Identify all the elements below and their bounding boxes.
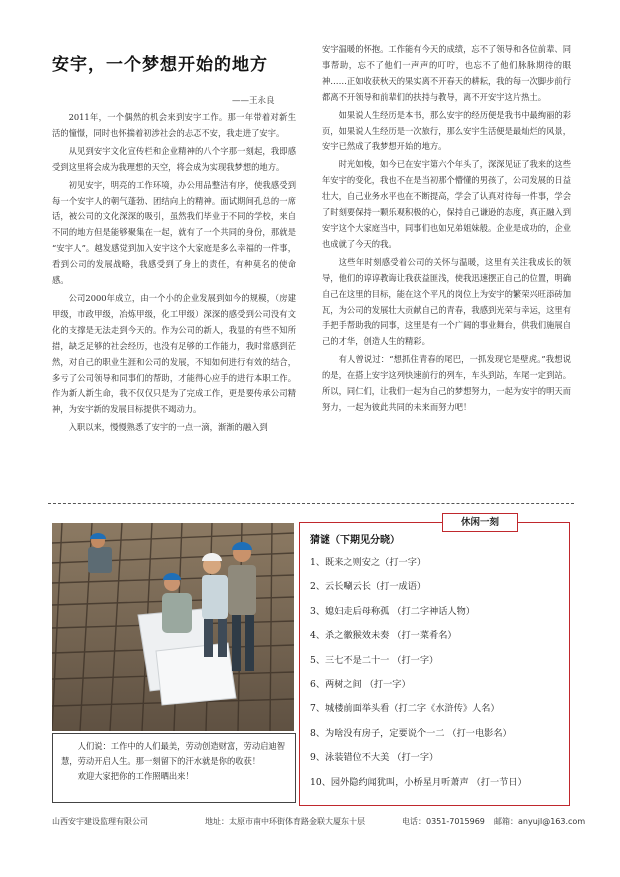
footer-company: 山西安宇建设监理有限公司 bbox=[52, 817, 148, 826]
riddle-item: 1、既来之则安之（打一字） bbox=[310, 557, 427, 568]
paragraph: 2011年，一个偶然的机会来到安宇工作。那一年带着对新生活的憧憬，同时也怀揣着初涉社会的忐忑不安，我走进了安宇。 bbox=[52, 112, 296, 138]
paragraph: 如果说人生经历是本书，那么安宇的经历便是我书中最绚丽的彩页，如果说人生经历是一次旅行，那么安宇生活便是最灿烂的风景，安宇已然成了我梦想开始的地方。 bbox=[322, 109, 571, 152]
footer-email: 邮箱：anyujl@163.com bbox=[494, 817, 586, 826]
article-author: ——王永良 bbox=[232, 96, 275, 106]
riddle-heading: 猜谜（下期见分晓） bbox=[310, 535, 400, 546]
photo-caption-box bbox=[52, 733, 296, 803]
riddle-item: 2、云长唰云长（打一成语） bbox=[310, 581, 427, 593]
riddle-item: 4、杀之徽猴效未奏 （打一菜肴名） bbox=[310, 630, 457, 642]
construction-photo-image bbox=[52, 523, 294, 731]
riddle-list bbox=[310, 551, 568, 795]
paragraph: 安宇温暖的怀抱。工作能有今天的成绩，忘不了领导和各位前辈、同事帮助，忘不了他们一声声的叮咛，也忘不了他们脉脉期待的眼神……正如收获秋天的果实离不开春天的耕耘，我的每一次脚步前行都离不开领导和前辈们的扶持与教导，离不开安宇这片热土。 bbox=[322, 44, 571, 102]
riddle-item: 10、园外隐约闻犹叫，小桥星月听萧声 （打一节日） bbox=[310, 776, 527, 788]
paragraph: 公司2000年成立，由一个小的企业发展到如今的规模，（房建甲级，市政甲级，冶炼甲级，化工甲级）深深的感受到公司没有文化的支撑是无法走到今天的。作为公司的新人，我显的有些不知所措，缺乏足够的社会经历，也没有足够的工作能力，我时常感到茫然，对自己的职业生涯和公司的发展，不知如何进行有效的结合，多亏了公司领导和同事们的帮助，才能得心应手的进行本职工作。作为新人新生命，我不仅仅只是为了完成工作，更是要传承公司精神，为安宇新的发展目标提供不竭动力。 bbox=[52, 292, 296, 415]
section-divider bbox=[48, 503, 574, 504]
riddle-item: 5、三七不是二十一 （打一字） bbox=[310, 654, 439, 666]
footer-phone: 电话：0351-7015969 bbox=[402, 817, 485, 826]
paragraph: 从见到安宇文化宣传栏和企业精神的八个字那一刻起，我即感受到这里将会成为我理想的天空，将会成为实现我梦想的地方。 bbox=[52, 145, 296, 172]
paragraph: 有人曾说过：“想抓住青春的尾巴，一抓发现它是壁虎。”我想说的是，在搭上安宇这列快速前行的列车，车头到站，车尾一定到站。所以，同仁们，让我们一起为自己的梦想努力，一起为安宇的明天而努力，一起为彼此共同的未来而努力吧！ bbox=[322, 354, 571, 412]
paragraph: 入职以来，慢慢熟悉了安宇的一点一滴，渐渐的融入到 bbox=[68, 422, 268, 433]
leisure-tab: 休闲一刻 bbox=[442, 513, 518, 532]
riddle-item: 9、泳装错位不大美 （打一字） bbox=[310, 752, 439, 764]
article-left-column bbox=[52, 110, 296, 438]
footer-address: 地址：太原市南中环街体育路金联大厦东十层 bbox=[205, 817, 365, 826]
paragraph: 时光如梭，如今已在安宇第六个年头了，深深见证了我来的这些年安宇的变化，我也不在是当初那个懵懂的男孩了，公司发展的日益壮大，自己业务水平也在不断提高，学会了认真对待每一件事，学会了时刻要保持一颗乐观积极的心，保持自己谦逊的态度，真正融入到安宇这个大家庭当中，同事们也如兄弟姐妹般。企业是成功的，企业也成就了今天的我。 bbox=[322, 159, 571, 249]
work-photo bbox=[52, 523, 294, 731]
article-title: 安宇，一个梦想开始的地方 bbox=[52, 55, 268, 75]
riddle-item: 8、为啥没有房子，定要说个一二 （打一电影名） bbox=[310, 727, 512, 739]
paragraph: 初见安宇，明亮的工作环境，办公用品整洁有序，使我感受到每一个安宇人的朝气蓬勃、团结向上的精神。面试期间孔总的一席话，被公司的文化深深的吸引，虽然我们毕业于不同的学校，来自不同的地方但是能够聚集在一起，就有了一个共同的身份，那就是 “安宇人”。越发感觉到加入安宇这个大家庭是多么幸福的一件事，看到公司的发展战略，我感受到了身上的责任，有种莫名的使命感。 bbox=[52, 179, 296, 286]
riddle-item: 7、城楼前面举头看（打二字《水浒传》人名） bbox=[310, 703, 500, 715]
riddle-item: 6、两树之间 （打一字） bbox=[310, 678, 411, 690]
article-right-column bbox=[322, 42, 571, 418]
caption-text: 人们说：工作中的人们最美，劳动创造财富，劳动启迪智慧，劳动开启人生。那一刻留下的汗水就是你的收获！ bbox=[61, 741, 286, 766]
caption-call-to-action: 欢迎大家把你的工作照晒出来！ bbox=[77, 771, 194, 781]
riddle-item: 3、媳妇走后母称孤 （打二字神话人物） bbox=[310, 605, 475, 617]
paragraph: 这些年时刻感受着公司的关怀与温暖，这里有关注我成长的领导，他们的谆谆教诲让我获益匪浅，使我迅速摆正自己的位置，明确自己在这里的目标，能在这个平凡的岗位上为安宇的繁荣兴旺添砖加瓦，为公司的发展壮大贡献自己的青春，我感到光荣与幸运，这里有手把手帮助我的同事，这里是有一个广阔的事业舞台，供我们施展自己的才华，创造人生的精彩。 bbox=[322, 256, 571, 347]
